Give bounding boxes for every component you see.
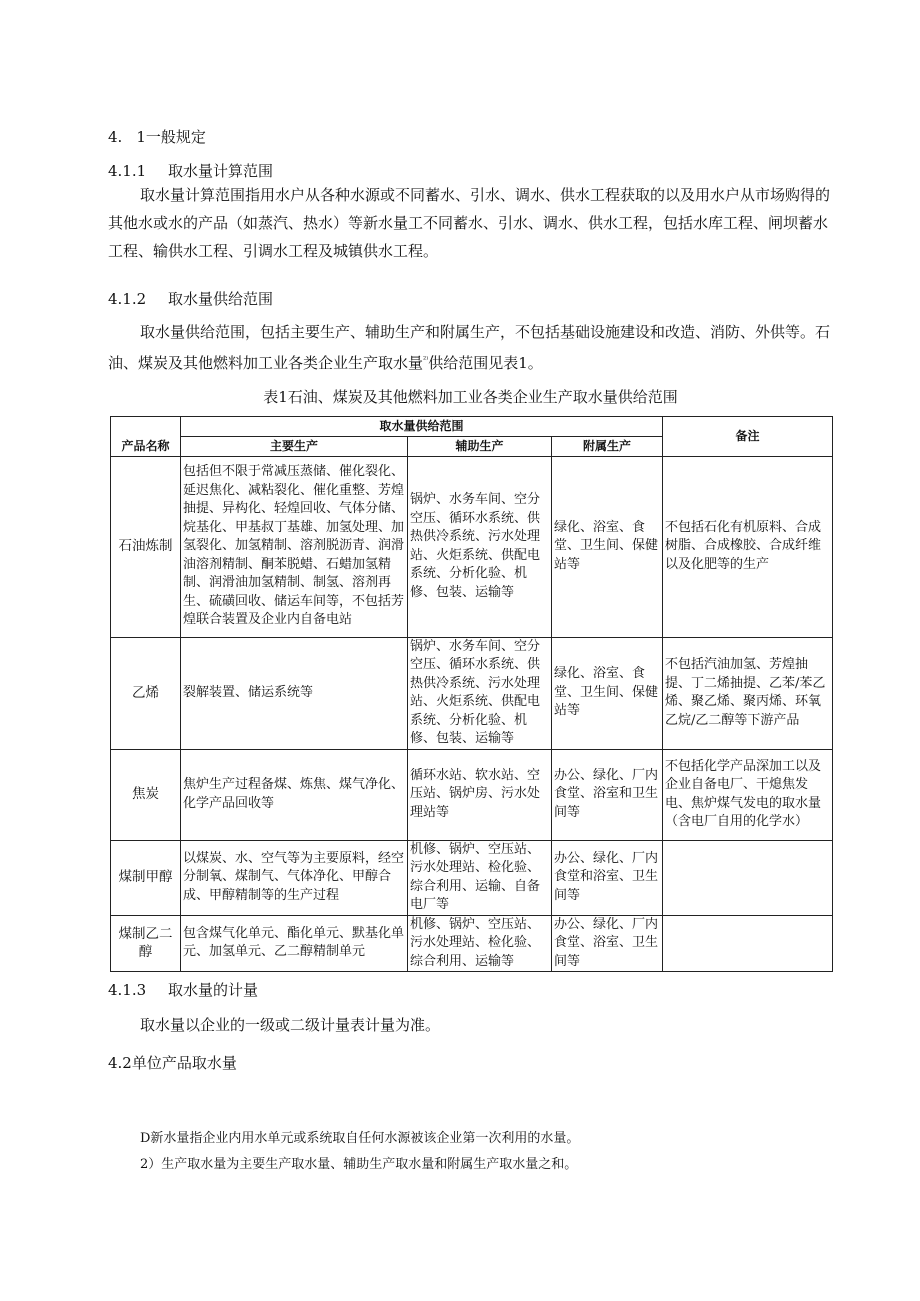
footnote-1: D新水量指企业内用水单元或系统取自任何水源被该企业第一次利用的水量。 bbox=[140, 1131, 580, 1146]
paragraph-4-1-2 bbox=[108, 318, 833, 377]
header-scope: 取水量供给范围 bbox=[181, 417, 663, 437]
cell-remark: 不包括化学产品深加工以及企业自备电厂、干熄焦发电、焦炉煤气发电的取水量（含电厂自用的化学水） bbox=[663, 749, 833, 840]
cell-aux: 锅炉、水务车间、空分空压、循环水系统、供热供冷系统、污水处理站、火炬系统、供配电系统、分析化验、机修、包装、运输等 bbox=[408, 637, 552, 749]
table-header-row bbox=[111, 417, 833, 437]
cell-product: 煤制甲醇 bbox=[111, 840, 181, 915]
cell-main: 焦炉生产过程备煤、炼焦、煤气净化、化学产品回收等 bbox=[181, 749, 408, 840]
footnote-marker: ²⁾ bbox=[423, 355, 429, 364]
cell-attached: 绿化、浴室、食堂、卫生间、保健站等 bbox=[552, 637, 663, 749]
cell-aux: 机修、锅炉、空压站、污水处理站、检化验、综合利用、运输等 bbox=[408, 915, 552, 972]
cell-remark: 不包括汽油加氢、芳煌抽提、丁二烯抽提、乙苯/苯乙烯、聚乙烯、聚丙烯、环氧乙烷/乙二醇等下游产品 bbox=[663, 637, 833, 749]
cell-remark bbox=[663, 915, 833, 972]
cell-product: 石油炼制 bbox=[111, 456, 181, 637]
heading-4-1-2 bbox=[108, 289, 273, 309]
table-caption: 表1石油、煤炭及其他燃料加工业各类企业生产取水量供给范围 bbox=[263, 388, 678, 406]
cell-attached: 绿化、浴室、食堂、卫生间、保健站等 bbox=[552, 456, 663, 637]
heading-number: 4.1.2 bbox=[108, 290, 147, 308]
cell-product: 焦炭 bbox=[111, 749, 181, 840]
heading-4-1-3 bbox=[108, 980, 258, 1000]
cell-attached: 办公、绿化、厂内食堂、浴室、卫生间等 bbox=[552, 915, 663, 972]
cell-main: 以煤炭、水、空气等为主要原料，经空分制氧、煤制气、气体净化、甲醇合成、甲醇精制等的生产过程 bbox=[181, 840, 408, 915]
heading-number: 4.1.1 bbox=[108, 162, 147, 180]
table-row bbox=[111, 637, 833, 749]
footnote-2: 2）生产取水量为主要生产取水量、辅助生产取水量和附属生产取水量之和。 bbox=[140, 1157, 578, 1172]
cell-main: 裂解装置、储运系统等 bbox=[181, 637, 408, 749]
table-row bbox=[111, 915, 833, 972]
paragraph-text: 取水量供给范围，包括主要生产、辅助生产和附属生产，不包括基础设施建设和改造、消防、外供等。石油、煤炭及其他燃料加工业各类企业生产取水量 bbox=[108, 323, 831, 372]
paragraph-4-1-1: 取水量计算范围指用水户从各种水源或不同蓄水、引水、调水、供水工程获取的以及用水户从市场购得的其他水或水的产品（如蒸汽、热水）等新水量工不同蓄水、引水、调水、供水工程，包括水库工程、闸坝蓄水工程、输供水工程、引调水工程及城镇供水工程。 bbox=[108, 186, 831, 260]
header-attached: 附属生产 bbox=[552, 437, 663, 457]
cell-aux: 机修、锅炉、空压站、污水处理站、检化验、综合利用、运输、自备电厂等 bbox=[408, 840, 552, 915]
heading-4-2: 4.2单位产品取水量 bbox=[108, 1054, 237, 1072]
heading-title: 取水量的计量 bbox=[168, 981, 259, 999]
heading-4-1 bbox=[108, 127, 206, 147]
supply-scope-table bbox=[110, 416, 833, 972]
heading-title: 1一般规定 bbox=[136, 128, 206, 146]
cell-aux: 循环水站、软水站、空压站、锅炉房、污水处理站等 bbox=[408, 749, 552, 840]
table-row bbox=[111, 749, 833, 840]
heading-number: 4. bbox=[108, 128, 123, 146]
cell-attached: 办公、绿化、厂内食堂和浴室、卫生间等 bbox=[552, 840, 663, 915]
header-main: 主要生产 bbox=[181, 437, 408, 457]
cell-aux: 锅炉、水务车间、空分空压、循环水系统、供热供冷系统、污水处理站、火炬系统、供配电系统、分析化验、机修、包装、运输等 bbox=[408, 456, 552, 637]
header-remark: 备注 bbox=[663, 417, 833, 457]
heading-4-1-1 bbox=[108, 161, 273, 181]
cell-product: 乙烯 bbox=[111, 637, 181, 749]
cell-main: 包括但不限于常减压蒸储、催化裂化、延迟焦化、减粘裂化、催化重整、芳煌抽提、异构化、轻煌回收、气体分储、烷基化、甲基叔丁基雄、加氢处理、加氢裂化、加氢精制、溶剂脱沥青、润滑油溶剂精制、酮苯脱蜡、石蜡加氢精制、润滑油加氢精制、制氢、溶剂再生、硫磺回收、储运车间等，不包括芳煌联合装置及企业内自备电站 bbox=[181, 456, 408, 637]
heading-title: 取水量供给范围 bbox=[168, 290, 274, 308]
header-product: 产品名称 bbox=[111, 417, 181, 457]
table-row bbox=[111, 456, 833, 637]
cell-attached: 办公、绿化、厂内食堂、浴室和卫生间等 bbox=[552, 749, 663, 840]
paragraph-4-1-3: 取水量以企业的一级或二级计量表计量为准。 bbox=[140, 1016, 441, 1034]
heading-title: 取水量计算范围 bbox=[168, 162, 274, 180]
cell-remark: 不包括石化有机原料、合成树脂、合成橡胶、合成纤维以及化肥等的生产 bbox=[663, 456, 833, 637]
cell-remark bbox=[663, 840, 833, 915]
paragraph-text-end: 供给范围见表1。 bbox=[428, 354, 543, 372]
header-aux: 辅助生产 bbox=[408, 437, 552, 457]
heading-number: 4.1.3 bbox=[108, 981, 147, 999]
table-row bbox=[111, 840, 833, 915]
cell-main: 包含煤气化单元、酯化单元、默基化单元、加氢单元、乙二醇精制单元 bbox=[181, 915, 408, 972]
cell-product: 煤制乙二醇 bbox=[111, 915, 181, 972]
